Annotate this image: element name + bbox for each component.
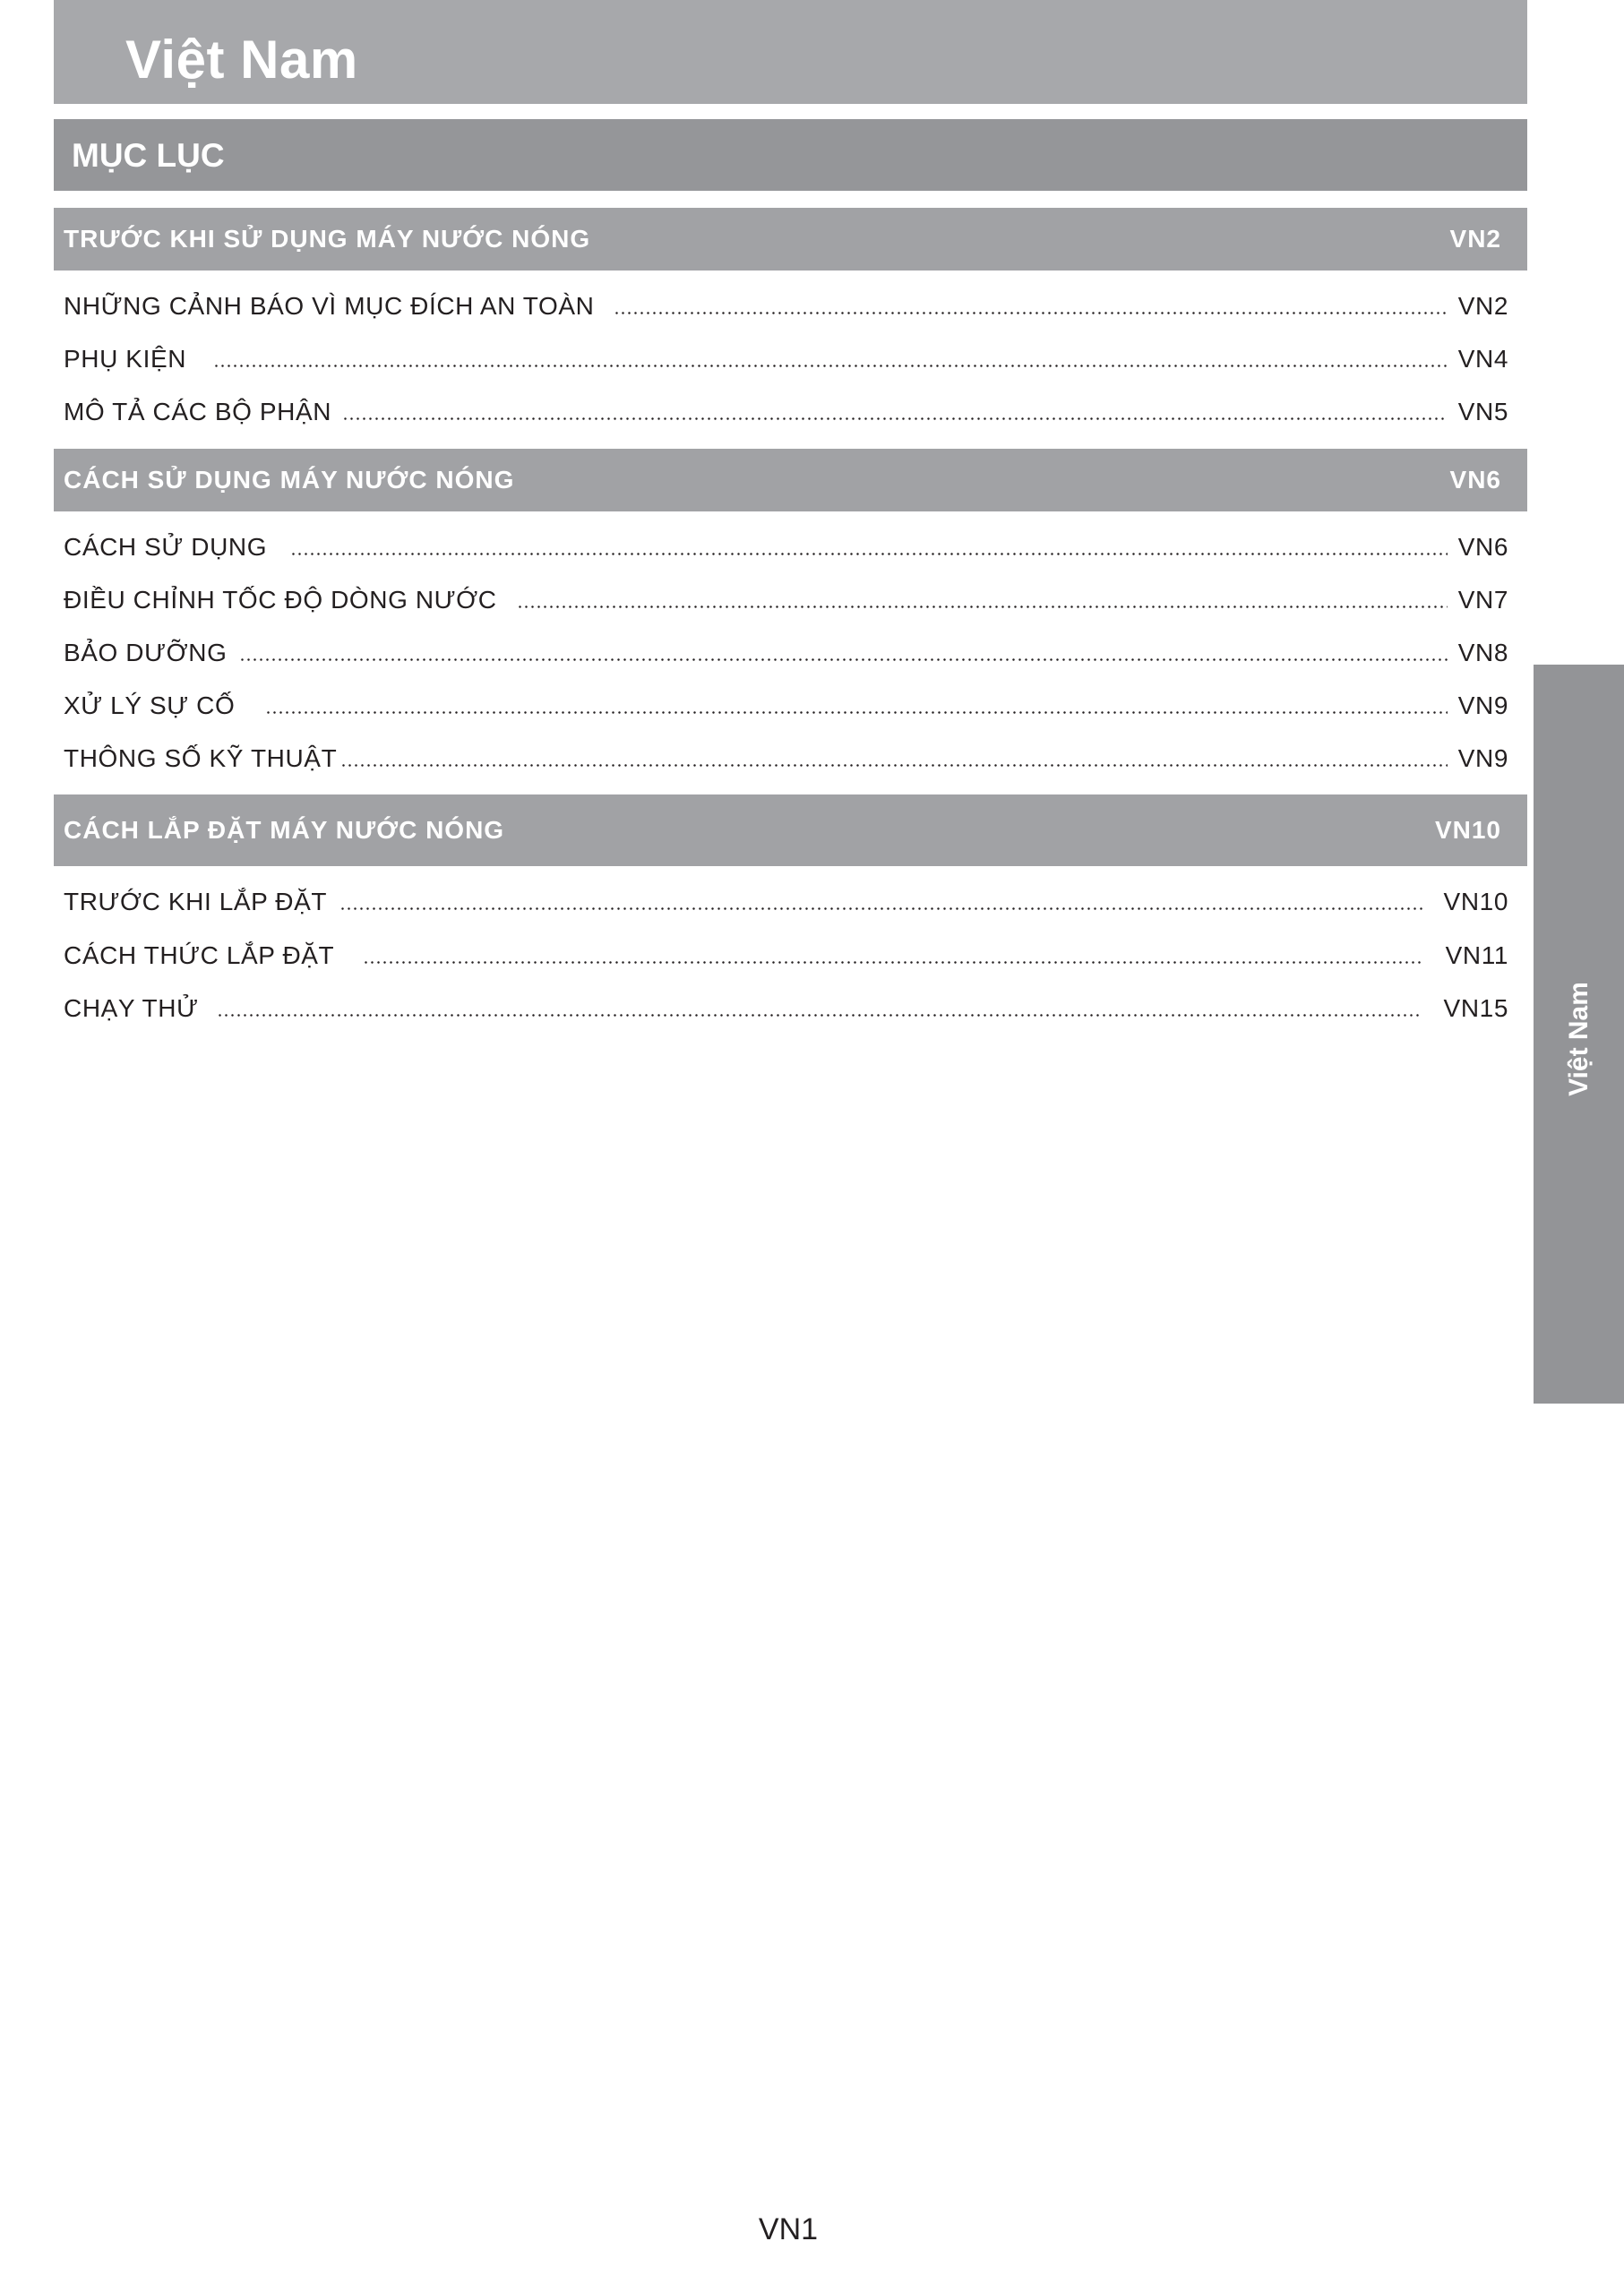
toc-entry-label: CÁCH SỬ DỤNG xyxy=(64,533,268,561)
toc-header-bar xyxy=(54,119,1527,191)
toc-entry-parts-description[interactable] xyxy=(64,394,1508,430)
section-header-how-to-use[interactable] xyxy=(54,449,1527,511)
toc-entry-page: VN2 xyxy=(1457,292,1508,320)
toc-entry-label: NHỮNG CẢNH BÁO VÌ MỤC ĐÍCH AN TOÀN xyxy=(64,292,595,320)
language-header-bar xyxy=(54,0,1527,104)
dot-leader xyxy=(217,1014,1422,1017)
section-header-installation[interactable] xyxy=(54,794,1527,866)
toc-entry-page: VN4 xyxy=(1457,345,1508,373)
dot-leader xyxy=(363,961,1423,964)
dot-leader xyxy=(340,764,1447,767)
dot-leader xyxy=(213,365,1448,367)
toc-entry-troubleshooting[interactable] xyxy=(64,688,1508,724)
dot-leader xyxy=(290,553,1448,555)
dot-leader xyxy=(614,312,1447,314)
dot-leader xyxy=(342,417,1448,420)
section-title: CÁCH LẮP ĐẶT MÁY NƯỚC NÓNG xyxy=(64,816,505,844)
dot-leader xyxy=(339,907,1422,910)
toc-entry-label: ĐIỀU CHỈNH TỐC ĐỘ DÒNG NƯỚC xyxy=(64,586,497,614)
toc-entry-page: VN9 xyxy=(1457,744,1508,772)
toc-entry-page: VN5 xyxy=(1457,398,1508,425)
toc-entry-label: MÔ TẢ CÁC BỘ PHẬN xyxy=(64,398,332,425)
toc-entry-page: VN9 xyxy=(1457,691,1508,719)
section-title: TRƯỚC KHI SỬ DỤNG MÁY NƯỚC NÓNG xyxy=(64,225,591,253)
toc-entry-safety-warnings[interactable] xyxy=(64,288,1508,324)
toc-entry-page: VN8 xyxy=(1457,639,1508,666)
toc-entry-accessories[interactable] xyxy=(64,341,1508,377)
toc-entry-test-run[interactable] xyxy=(64,991,1508,1026)
section-page: VN2 xyxy=(1449,225,1501,253)
toc-title: MỤC LỤC xyxy=(72,137,225,174)
dot-leader xyxy=(517,605,1448,608)
toc-entry-label: TRƯỚC KHI LẮP ĐẶT xyxy=(64,888,328,915)
toc-entry-label: BẢO DƯỠNG xyxy=(64,639,228,666)
toc-entry-label: CHẠY THỬ xyxy=(64,994,199,1022)
section-page: VN10 xyxy=(1434,816,1501,844)
toc-entry-page: VN6 xyxy=(1457,533,1508,561)
side-tab-label: Việt Nam xyxy=(1563,982,1594,1096)
toc-entry-label: THÔNG SỐ KỸ THUẬT xyxy=(64,744,338,772)
section-header-before-use[interactable] xyxy=(54,208,1527,271)
section-title: CÁCH SỬ DỤNG MÁY NƯỚC NÓNG xyxy=(64,466,515,494)
toc-entry-label: PHỤ KIỆN xyxy=(64,345,187,373)
toc-entry-page: VN11 xyxy=(1445,941,1508,969)
toc-entry-page: VN10 xyxy=(1443,888,1508,915)
toc-entry-label: XỬ LÝ SỰ CỐ xyxy=(64,691,236,719)
toc-entry-flow-adjustment[interactable] xyxy=(64,582,1508,618)
toc-entry-page: VN15 xyxy=(1443,994,1508,1022)
language-side-tab xyxy=(1534,665,1624,1404)
toc-entry-how-to-use[interactable] xyxy=(64,529,1508,565)
dot-leader xyxy=(265,711,1447,714)
language-title: Việt Nam xyxy=(125,30,358,90)
toc-entry-specifications[interactable] xyxy=(64,741,1508,777)
toc-entry-maintenance[interactable] xyxy=(64,635,1508,671)
toc-entry-label: CÁCH THỨC LẮP ĐẶT xyxy=(64,941,335,969)
page-number: VN1 xyxy=(758,2212,819,2246)
toc-entry-page: VN7 xyxy=(1457,586,1508,614)
toc-entry-before-installation[interactable] xyxy=(64,884,1508,920)
section-page: VN6 xyxy=(1449,466,1501,494)
dot-leader xyxy=(239,658,1447,661)
toc-entry-installation-method[interactable] xyxy=(64,938,1508,974)
